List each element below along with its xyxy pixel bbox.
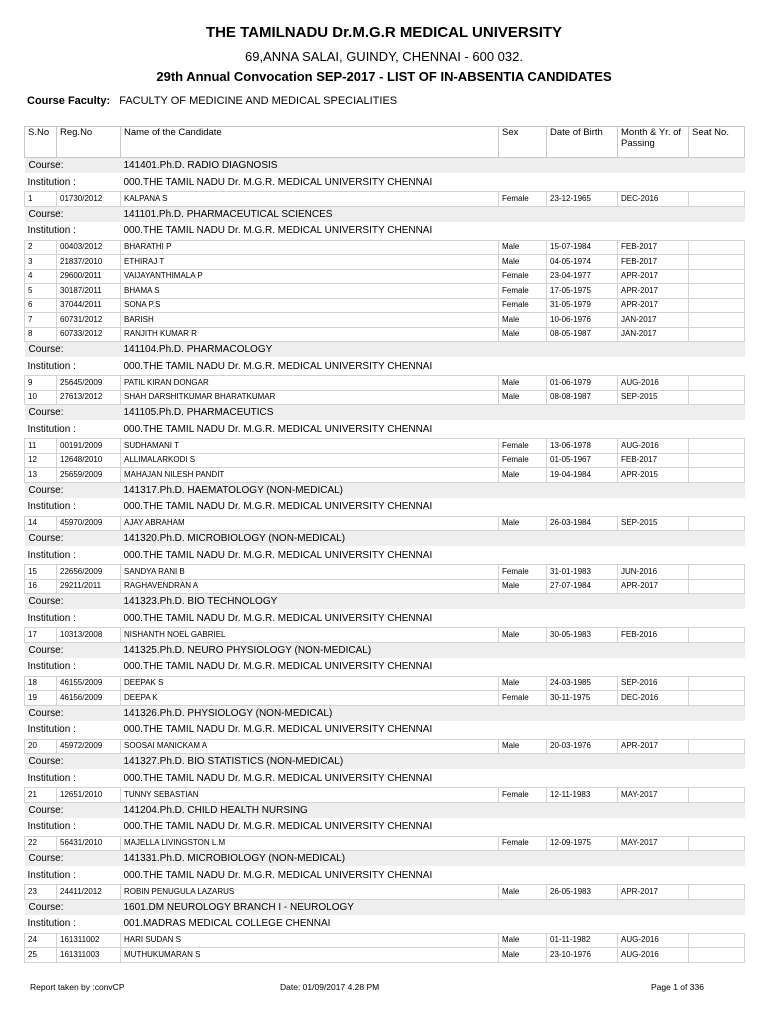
table-row [25, 390, 745, 405]
cell-regno: 45970/2009 [57, 516, 121, 531]
cell-sno: 25 [25, 948, 57, 963]
table-row [25, 453, 745, 468]
candidates-table [24, 126, 745, 963]
cell-name: RANJITH KUMAR R [121, 327, 499, 342]
course-name: 141331.Ph.D. MICROBIOLOGY (NON-MEDICAL) [121, 851, 745, 867]
cell-passing: MAY-2017 [618, 788, 689, 803]
cell-sex: Male [499, 390, 547, 405]
cell-sex: Male [499, 933, 547, 948]
cell-regno: 46155/2009 [57, 676, 121, 691]
course-label: Course: [25, 405, 121, 421]
table-row [25, 739, 745, 754]
cell-sex: Female [499, 298, 547, 313]
course-row [25, 802, 745, 818]
cell-dob: 08-08-1987 [547, 390, 618, 405]
cell-dob: 23-10-1976 [547, 948, 618, 963]
table-row [25, 579, 745, 594]
course-name: 141323.Ph.D. BIO TECHNOLOGY [121, 594, 745, 610]
institution-label: Institution : [27, 501, 76, 512]
cell-dob: 23-12-1965 [547, 192, 618, 207]
cell-dob: 24-03-1985 [547, 676, 618, 691]
cell-sno: 19 [25, 691, 57, 706]
cell-dob: 13-06-1978 [547, 439, 618, 454]
cell-name: RAGHAVENDRAN A [121, 579, 499, 594]
institution-label: Institution : [27, 360, 76, 372]
institution-label: Institution : [27, 661, 76, 672]
cell-dob: 26-03-1984 [547, 516, 618, 531]
footer-page: Page 1 of 336 [651, 982, 704, 992]
institution-name: 000.THE TAMIL NADU Dr. M.G.R. MEDICAL UNIVERSITY CHENNAI [123, 225, 433, 236]
cell-seat [689, 313, 745, 328]
cell-seat [689, 948, 745, 963]
cell-sno: 6 [25, 298, 57, 313]
col-header-passing: Month & Yr. of Passing [618, 127, 689, 158]
course-label: Course: [25, 899, 121, 915]
cell-sex: Female [499, 788, 547, 803]
cell-seat [689, 269, 745, 284]
table-row [25, 240, 745, 255]
institution-label: Institution : [27, 612, 76, 624]
cell-sno: 23 [25, 885, 57, 900]
institution-row [25, 222, 745, 241]
cell-seat [689, 933, 745, 948]
cell-passing: APR-2015 [618, 468, 689, 483]
cell-sno: 9 [25, 376, 57, 391]
table-row [25, 788, 745, 803]
cell-sex: Male [499, 948, 547, 963]
cell-passing: AUG-2016 [618, 948, 689, 963]
cell-seat [689, 453, 745, 468]
institution-label: Institution : [27, 869, 76, 881]
cell-sex: Male [499, 240, 547, 255]
cell-sno: 7 [25, 313, 57, 328]
cell-regno: 45972/2009 [57, 739, 121, 754]
course-row [25, 851, 745, 867]
cell-dob: 27-07-1984 [547, 579, 618, 594]
institution-label: Institution : [27, 821, 76, 832]
cell-regno: 161311002 [57, 933, 121, 948]
cell-passing: SEP-2016 [618, 676, 689, 691]
institution-row [25, 498, 745, 517]
cell-passing: FEB-2017 [618, 255, 689, 270]
cell-name: SOOSAI MANICKAM A [121, 739, 499, 754]
cell-regno: 00403/2012 [57, 240, 121, 255]
cell-sex: Male [499, 376, 547, 391]
university-title: THE TAMILNADU Dr.M.G.R MEDICAL UNIVERSITY [205, 24, 563, 41]
cell-name: SONA P.S [121, 298, 499, 313]
table-row [25, 255, 745, 270]
table-row [25, 628, 745, 643]
cell-passing: FEB-2016 [618, 628, 689, 643]
cell-sno: 13 [25, 468, 57, 483]
course-row [25, 158, 745, 174]
cell-sex: Female [499, 836, 547, 851]
cell-regno: 12648/2010 [57, 453, 121, 468]
cell-sno: 12 [25, 453, 57, 468]
table-row [25, 284, 745, 299]
course-name: 141104.Ph.D. PHARMACOLOGY [121, 342, 745, 358]
table-row [25, 836, 745, 851]
cell-name: PATIL KIRAN DONGAR [121, 376, 499, 391]
cell-name: ETHIRAJ T [121, 255, 499, 270]
university-address: 69,ANNA SALAI, GUINDY, CHENNAI - 600 032. [245, 49, 523, 64]
footer-date: Date: 01/09/2017 4.28 PM [280, 982, 380, 992]
cell-regno: 24411/2012 [57, 885, 121, 900]
cell-dob: 10-06-1976 [547, 313, 618, 328]
institution-row [25, 658, 745, 677]
cell-dob: 01-11-1982 [547, 933, 618, 948]
institution-row [25, 609, 745, 628]
cell-seat [689, 376, 745, 391]
institution-row [25, 721, 745, 740]
course-faculty [27, 95, 397, 107]
cell-sno: 11 [25, 439, 57, 454]
institution-row [25, 915, 745, 934]
table-row [25, 468, 745, 483]
cell-name: SUDHAMANI T [121, 439, 499, 454]
cell-seat [689, 579, 745, 594]
cell-passing: FEB-2017 [618, 453, 689, 468]
cell-sex: Male [499, 313, 547, 328]
course-label: Course: [25, 754, 121, 770]
cell-dob: 31-01-1983 [547, 565, 618, 580]
institution-name: 000.THE TAMIL NADU Dr. M.G.R. MEDICAL UNIVERSITY CHENNAI [123, 612, 433, 624]
table-row [25, 565, 745, 580]
cell-passing: FEB-2017 [618, 240, 689, 255]
cell-sno: 8 [25, 327, 57, 342]
institution-label: Institution : [27, 423, 76, 435]
cell-sno: 20 [25, 739, 57, 754]
cell-passing: MAY-2017 [618, 836, 689, 851]
cell-name: BHAMA S [121, 284, 499, 299]
course-row [25, 705, 745, 721]
course-faculty-value: FACULTY OF MEDICINE AND MEDICAL SPECIALITIES [119, 95, 398, 107]
cell-passing: DEC-2016 [618, 691, 689, 706]
cell-dob: 30-11-1975 [547, 691, 618, 706]
cell-dob: 31-05-1979 [547, 298, 618, 313]
col-header-dob: Date of Birth [547, 127, 618, 158]
cell-passing: JUN-2016 [618, 565, 689, 580]
cell-name: MUTHUKUMARAN S [121, 948, 499, 963]
cell-regno: 10313/2008 [57, 628, 121, 643]
cell-seat [689, 439, 745, 454]
cell-dob: 04-05-1974 [547, 255, 618, 270]
course-row [25, 594, 745, 610]
cell-seat [689, 516, 745, 531]
cell-passing: JAN-2017 [618, 313, 689, 328]
cell-sno: 24 [25, 933, 57, 948]
course-row [25, 531, 745, 547]
convocation-heading: 29th Annual Convocation SEP-2017 - LIST OF IN-ABSENTIA CANDIDATES [156, 69, 612, 84]
cell-passing: APR-2017 [618, 269, 689, 284]
table-row [25, 439, 745, 454]
course-label: Course: [25, 802, 121, 818]
cell-name: SANDYA RANI B [121, 565, 499, 580]
cell-sex: Male [499, 516, 547, 531]
cell-name: KALPANA S [121, 192, 499, 207]
table-row [25, 376, 745, 391]
cell-sno: 2 [25, 240, 57, 255]
table-row [25, 885, 745, 900]
col-header-name: Name of the Candidate [121, 127, 499, 158]
cell-name: SHAH DARSHITKUMAR BHARATKUMAR [121, 390, 499, 405]
cell-passing: AUG-2016 [618, 933, 689, 948]
course-label: Course: [25, 206, 121, 222]
cell-name: ALLIMALARKODI S [121, 453, 499, 468]
cell-seat [689, 240, 745, 255]
cell-name: HARI SUDAN S [121, 933, 499, 948]
cell-sno: 17 [25, 628, 57, 643]
cell-passing: JAN-2017 [618, 327, 689, 342]
cell-sno: 10 [25, 390, 57, 405]
institution-label: Institution : [27, 225, 76, 236]
institution-row [25, 420, 745, 439]
cell-sno: 16 [25, 579, 57, 594]
cell-passing: DEC-2016 [618, 192, 689, 207]
cell-sex: Male [499, 676, 547, 691]
cell-name: BHARATHI P [121, 240, 499, 255]
cell-regno: 161311003 [57, 948, 121, 963]
cell-sex: Female [499, 284, 547, 299]
course-row [25, 342, 745, 358]
table-row [25, 298, 745, 313]
cell-name: NISHANTH NOEL GABRIEL [121, 628, 499, 643]
course-name: 141105.Ph.D. PHARMACEUTICS [121, 405, 745, 421]
course-name: 1601.DM NEUROLOGY BRANCH I - NEUROLOGY [121, 899, 745, 915]
cell-name: AJAY ABRAHAM [121, 516, 499, 531]
cell-name: DEEPA K [121, 691, 499, 706]
institution-name: 000.THE TAMIL NADU Dr. M.G.R. MEDICAL UNIVERSITY CHENNAI [123, 821, 433, 832]
cell-seat [689, 628, 745, 643]
cell-sex: Female [499, 565, 547, 580]
course-label: Course: [25, 531, 121, 547]
cell-passing: APR-2017 [618, 885, 689, 900]
course-row [25, 642, 745, 658]
course-name: 141101.Ph.D. PHARMACEUTICAL SCIENCES [121, 206, 745, 222]
cell-sex: Female [499, 439, 547, 454]
col-header-sno: S.No [25, 127, 57, 158]
cell-name: ROBIN PENUGULA LAZARUS [121, 885, 499, 900]
cell-dob: 17-05-1975 [547, 284, 618, 299]
cell-regno: 60733/2012 [57, 327, 121, 342]
cell-sno: 22 [25, 836, 57, 851]
cell-regno: 22656/2009 [57, 565, 121, 580]
table-row [25, 313, 745, 328]
cell-seat [689, 836, 745, 851]
course-row [25, 899, 745, 915]
course-label: Course: [25, 851, 121, 867]
course-label: Course: [25, 482, 121, 498]
cell-regno: 00191/2009 [57, 439, 121, 454]
cell-dob: 26-05-1983 [547, 885, 618, 900]
cell-dob: 12-11-1983 [547, 788, 618, 803]
cell-regno: 01730/2012 [57, 192, 121, 207]
cell-passing: APR-2017 [618, 739, 689, 754]
institution-name: 000.THE TAMIL NADU Dr. M.G.R. MEDICAL UNIVERSITY CHENNAI [123, 360, 433, 372]
course-name: 141401.Ph.D. RADIO DIAGNOSIS [121, 158, 745, 174]
course-name: 141325.Ph.D. NEURO PHYSIOLOGY (NON-MEDICAL) [121, 642, 745, 658]
cell-sex: Female [499, 691, 547, 706]
cell-seat [689, 788, 745, 803]
institution-name: 000.THE TAMIL NADU Dr. M.G.R. MEDICAL UNIVERSITY CHENNAI [123, 423, 433, 435]
cell-name: TUNNY SEBASTIAN [121, 788, 499, 803]
course-row [25, 206, 745, 222]
col-header-regno: Reg.No [57, 127, 121, 158]
cell-passing: SEP-2015 [618, 390, 689, 405]
table-header-row [25, 127, 745, 158]
cell-seat [689, 468, 745, 483]
institution-label: Institution : [27, 549, 76, 561]
cell-dob: 30-05-1983 [547, 628, 618, 643]
cell-passing: APR-2017 [618, 284, 689, 299]
institution-row [25, 866, 745, 885]
institution-label: Institution : [27, 918, 76, 929]
institution-label: Institution : [27, 176, 76, 188]
cell-seat [689, 284, 745, 299]
cell-seat [689, 298, 745, 313]
course-label: Course: [25, 158, 121, 174]
cell-passing: APR-2017 [618, 298, 689, 313]
cell-passing: AUG-2016 [618, 376, 689, 391]
course-label: Course: [25, 642, 121, 658]
cell-name: BARISH [121, 313, 499, 328]
institution-name: 001.MADRAS MEDICAL COLLEGE CHENNAI [123, 918, 331, 929]
cell-passing: APR-2017 [618, 579, 689, 594]
cell-seat [689, 676, 745, 691]
institution-row [25, 173, 745, 192]
table-row [25, 269, 745, 284]
table-row [25, 327, 745, 342]
cell-sex: Female [499, 269, 547, 284]
cell-seat [689, 885, 745, 900]
cell-sno: 18 [25, 676, 57, 691]
course-row [25, 405, 745, 421]
cell-regno: 56431/2010 [57, 836, 121, 851]
cell-sno: 15 [25, 565, 57, 580]
cell-seat [689, 327, 745, 342]
cell-passing: SEP-2015 [618, 516, 689, 531]
cell-regno: 12651/2010 [57, 788, 121, 803]
cell-regno: 25659/2009 [57, 468, 121, 483]
cell-sex: Male [499, 885, 547, 900]
cell-regno: 37044/2011 [57, 298, 121, 313]
institution-name: 000.THE TAMIL NADU Dr. M.G.R. MEDICAL UNIVERSITY CHENNAI [123, 501, 433, 512]
course-name: 141327.Ph.D. BIO STATISTICS (NON-MEDICAL) [121, 754, 745, 770]
course-faculty-label: Course Faculty: [27, 95, 111, 107]
cell-regno: 25645/2009 [57, 376, 121, 391]
course-name: 141204.Ph.D. CHILD HEALTH NURSING [121, 802, 745, 818]
cell-seat [689, 739, 745, 754]
cell-sno: 14 [25, 516, 57, 531]
institution-row [25, 818, 745, 837]
institution-name: 000.THE TAMIL NADU Dr. M.G.R. MEDICAL UNIVERSITY CHENNAI [123, 869, 433, 881]
cell-name: MAJELLA LIVINGSTON L.M [121, 836, 499, 851]
course-label: Course: [25, 594, 121, 610]
cell-regno: 60731/2012 [57, 313, 121, 328]
cell-dob: 19-04-1984 [547, 468, 618, 483]
cell-dob: 08-05-1987 [547, 327, 618, 342]
institution-row [25, 546, 745, 565]
cell-seat [689, 390, 745, 405]
cell-regno: 27613/2012 [57, 390, 121, 405]
cell-regno: 30187/2011 [57, 284, 121, 299]
institution-name: 000.THE TAMIL NADU Dr. M.G.R. MEDICAL UNIVERSITY CHENNAI [123, 176, 433, 188]
cell-sno: 21 [25, 788, 57, 803]
cell-regno: 21837/2010 [57, 255, 121, 270]
cell-regno: 29211/2011 [57, 579, 121, 594]
cell-sno: 3 [25, 255, 57, 270]
table-row [25, 192, 745, 207]
course-label: Course: [25, 342, 121, 358]
cell-sno: 1 [25, 192, 57, 207]
cell-sex: Male [499, 255, 547, 270]
cell-seat [689, 565, 745, 580]
col-header-seat: Seat No. [689, 127, 745, 158]
cell-dob: 12-09-1975 [547, 836, 618, 851]
cell-sno: 5 [25, 284, 57, 299]
cell-regno: 29600/2011 [57, 269, 121, 284]
institution-name: 000.THE TAMIL NADU Dr. M.G.R. MEDICAL UNIVERSITY CHENNAI [123, 772, 433, 784]
cell-sex: Male [499, 327, 547, 342]
course-row [25, 754, 745, 770]
table-row [25, 516, 745, 531]
cell-sex: Female [499, 192, 547, 207]
cell-name: MAHAJAN NILESH PANDIT [121, 468, 499, 483]
institution-label: Institution : [27, 772, 76, 784]
cell-dob: 01-05-1967 [547, 453, 618, 468]
institution-name: 000.THE TAMIL NADU Dr. M.G.R. MEDICAL UNIVERSITY CHENNAI [123, 549, 433, 561]
institution-name: 000.THE TAMIL NADU Dr. M.G.R. MEDICAL UNIVERSITY CHENNAI [123, 724, 433, 735]
cell-sex: Male [499, 468, 547, 483]
table-row [25, 676, 745, 691]
table-row [25, 948, 745, 963]
table-body [25, 158, 745, 963]
footer-report: Report taken by :convCP [30, 982, 125, 992]
institution-row [25, 769, 745, 788]
cell-name: VAIJAYANTHIMALA P [121, 269, 499, 284]
cell-sex: Female [499, 453, 547, 468]
course-name: 141326.Ph.D. PHYSIOLOGY (NON-MEDICAL) [121, 705, 745, 721]
institution-name: 000.THE TAMIL NADU Dr. M.G.R. MEDICAL UNIVERSITY CHENNAI [123, 661, 433, 672]
cell-dob: 01-06-1979 [547, 376, 618, 391]
cell-seat [689, 192, 745, 207]
course-name: 141320.Ph.D. MICROBIOLOGY (NON-MEDICAL) [121, 531, 745, 547]
cell-dob: 20-03-1976 [547, 739, 618, 754]
cell-dob: 23-04-1977 [547, 269, 618, 284]
cell-sno: 4 [25, 269, 57, 284]
cell-seat [689, 255, 745, 270]
cell-sex: Male [499, 628, 547, 643]
cell-sex: Male [499, 579, 547, 594]
cell-passing: AUG-2016 [618, 439, 689, 454]
table-row [25, 691, 745, 706]
cell-regno: 46156/2009 [57, 691, 121, 706]
course-name: 141317.Ph.D. HAEMATOLOGY (NON-MEDICAL) [121, 482, 745, 498]
cell-name: DEEPAK S [121, 676, 499, 691]
cell-dob: 15-07-1984 [547, 240, 618, 255]
institution-row [25, 357, 745, 376]
cell-seat [689, 691, 745, 706]
institution-label: Institution : [27, 724, 76, 735]
course-row [25, 482, 745, 498]
table-row [25, 933, 745, 948]
cell-sex: Male [499, 739, 547, 754]
course-label: Course: [25, 705, 121, 721]
col-header-sex: Sex [499, 127, 547, 158]
